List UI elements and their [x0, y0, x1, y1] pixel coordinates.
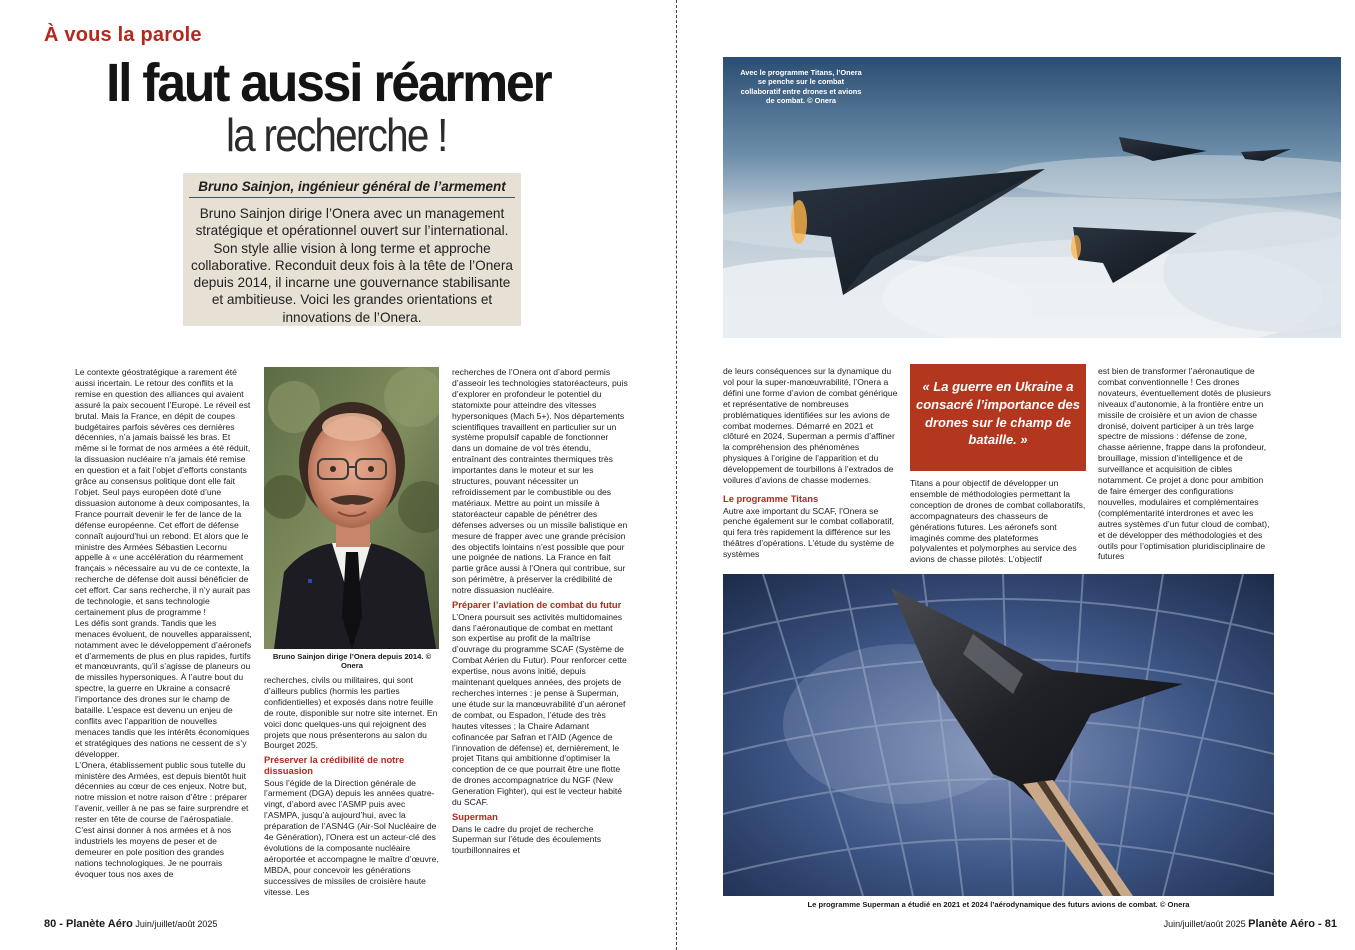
section-rubric: À vous la parole: [44, 24, 202, 46]
section-subheading: Préserver la crédibilité de notre dissuasion: [264, 754, 405, 776]
article-column-3: [452, 367, 628, 912]
paragraph: Sous l’égide de la Direction générale de l’armement (DGA) depuis les années quatre-vingt, d’abord avec l’ASMP puis avec l’ASMPA, jusqu’à aujourd’hui, avec la préparation de l’ASN4G (Air-Sol Nucléaire de 4e Génération), l’Onera est un acteur-clé des évolutions de la composante nucléaire aéroportée et accompagne le maître d’œuvre, MBDA, pour concevoir les générations successives de missiles de croisière haute vitesse. Les: [264, 777, 439, 897]
photo-caption: Bruno Sainjon dirige l’Onera depuis 2014. © Onera: [272, 652, 432, 670]
issue-date: Juin/juillet/août 2025: [135, 919, 218, 929]
portrait-photo: [264, 367, 439, 649]
page-number: 80 -: [44, 918, 67, 930]
paragraph: Dans le cadre du projet de recherche Superman sur l’étude des écoulements tourbillonnaires et: [452, 823, 602, 856]
bottom-image-caption: Le programme Superman a étudié en 2021 et 2024 l’aérodynamique des futurs avions de combat. © Onera: [807, 900, 1190, 909]
intro-box: [183, 173, 521, 326]
pull-quote-box: [910, 364, 1086, 471]
right-column-3: [1098, 366, 1274, 566]
paragraph: recherches, civils ou militaires, qui sont d’ailleurs publics (hormis les parties confidentielles) et exposés dans notre feuille de route, disponible sur notre site internet. En voici donc quelques-uns qui rejoignent des projets que nous présenterons au salon du Bourget 2025.: [264, 675, 438, 751]
top-image-caption: Avec le programme Titans, l’Onera se penche sur le combat collaboratif entre drones et avions de combat. © Onera: [740, 68, 862, 106]
issue-date: Juin/juillet/août 2025: [1163, 919, 1249, 929]
paragraph: Titans a pour objectif de développer un ensemble de méthodologies permettant la conception de drones de combat collaboratifs, accompagnateurs des chasseurs de générations futures. Les aéronefs sont imaginés comme des plateformes polyvalentes et polymorphes au service des avions de chasse pilotés. L’objectif: [910, 478, 1086, 565]
paragraph: est bien de transformer l’aéronautique de combat conventionnelle ! Ces drones novateurs, éventuellement dotés de plusieurs niveaux d’autonomie, à la frontière entre un missile de croisière et un avion de chasse dronisé, doivent participer à un très large spectre de missions : défense de zone, chasse aérienne, frappe dans la profondeur, brouillage, mission d’intelligence et de surveillance et acquisition de cibles notamment. Ce projet a donc pour ambition de faire émerger des configurations nouvelles, modulaires et complémentaires (complémentarité interdrones et avec les autres systèmes d’un futur cloud de combat), et de développer des méthodologies et des outils pour l’optimisation pluridisciplinaire de futures: [1098, 366, 1271, 562]
section-subheading: Le programme Titans: [723, 492, 819, 504]
superman-model-image: [723, 574, 1274, 896]
pull-quote: « La guerre en Ukraine a consacré l’importance des drones sur le champ de bataille. »: [916, 379, 1081, 448]
folio-right: [1164, 918, 1337, 930]
magazine-name: Planète Aéro: [1248, 918, 1315, 930]
right-column-1: [723, 366, 899, 566]
headline-line-1: Il faut aussi réarmer: [106, 53, 551, 113]
right-column-2: [910, 478, 1086, 568]
portrait-image: [264, 367, 439, 649]
paragraph: de leurs conséquences sur la dynamique du vol pour la super-manœuvrabilité, l’Onera a défini une forme d’avion de combat générique et représentative de nombreuses problématiques identifiées sur les avions de combat modernes. Démarré en 2021 et clôturé en 2024, Superman a permis d’affiner la compréhension des phénomènes physiques à l’origine de l’apparition et du développement de tourbillons à l’extrados de voilures d’avions de chasse modernes.: [723, 366, 898, 486]
article-column-2: [264, 675, 440, 912]
paragraph: L’Onera poursuit ses activités multidomaines dans l’aéronautique de combat en mettant son expertise au profit de la maîtrise d’ouvrage du programme SCAF (Système de Combat Aérien du Futur). Pour renforcer cette expertise, nous avons initié, depuis maintenant quelques années, des projets de recherches internes : je pense à Superman, une étude sur la manœuvrabilité d’un aéronef de combat, ou Espadon, l’étude des très hautes vitesses ; la Chaire Adamant cofinancée par Safran et l’AID (Agence de l’innovation de défense) et, dernièrement, le projet Titans qui ambitionne d’optimiser la conception de ce que pourrait être une flotte de drones accompagnatrice du NGF (New Generation Fighter), qui est le vecteur habité du SCAF.: [452, 611, 627, 808]
left-page: [0, 0, 677, 950]
page-number: - 81: [1314, 918, 1337, 930]
paragraph: recherches de l’Onera ont d’abord permis d’asseoir les technologies statoréacteurs, puis d’explorer en profondeur le potentiel du statomixte pour atteindre des vitesses hypersoniques (Mach 5+). Nos départements scientifiques travaillent en particulier sur un système propulsif capable de fonctionner dans un domaine de vol très étendu, entraînant des contraintes thermiques très importantes dans le moteur et sur les structures, pouvant nécessiter un refroidissement par le combustible ou des matériaux. Mettre au point un missile à statoréacteur capable de pénétrer des défenses adverses ou un missile balistique en mesure de frapper avec une grande précision des objectifs lointains n’est possible que pour une poignée de nations. La France en fait partie grâce aussi à l’Onera qui contribue, sur son périmètre, à préserver la crédibilité de notre dissuasion nucléaire.: [452, 367, 628, 596]
paragraph: Autre axe important du SCAF, l’Onera se penche également sur le combat collaboratif, qui fera très rapidement la différence sur les théâtres d’opérations. L’étude du système de systèmes: [723, 505, 895, 560]
magazine-name: Planète Aéro: [66, 918, 133, 930]
headline-line-2: la recherche !: [226, 109, 447, 161]
paragraph: Les défis sont grands. Tandis que les menaces évoluent, de nouvelles apparaissent, notamment avec le développement d’aéronefs et d’armements de plus en plus rapides, furtifs et manœuvrants, qu’il s’agisse de planeurs ou de missiles hypersoniques. À l’autre bout du spectre, la guerre en Ukraine a consacré l’importance des drones sur le champ de bataille. L’espace est devenu un enjeu de conflits avec l’apparition de nouvelles menaces tandis que les intérêts économiques et stratégiques des nations ne cessent de s’y développer.: [75, 617, 252, 759]
section-subheading: Superman: [452, 810, 498, 822]
folio-left: [44, 918, 217, 930]
article-column-1: [75, 367, 253, 912]
intro-byline: Bruno Sainjon, ingénieur général de l’armement: [189, 179, 515, 198]
intro-text: Bruno Sainjon dirige l’Onera avec un management stratégique et opérationnel ouvert sur l’international. Son style allie vision à long terme et approche collaborative. Reconduit deux fois à la tête de l’Onera depuis 2014, il incarne une gouvernance stabilisante et ambitieuse. Voici les grandes orientations et innovations de l’Onera.: [191, 206, 513, 325]
paragraph: L’Onera, établissement public sous tutelle du ministère des Armées, est depuis bientôt huit décennies au cœur de ces enjeux. Notre but, notre mission et notre raison d’être : préparer l’avenir, veiller à ne pas se faire surprendre et rester en tête de course de l’aérospatiale. C’est ainsi donner à nos armées et à nos industriels les moyens de peser et de demeurer en pole position des grandes nations technologiques. Je ne pourrais évoquer tous nos axes de: [75, 759, 249, 879]
wind-tunnel-model-picture: [723, 574, 1274, 896]
paragraph: Le contexte géostratégique a rarement été aussi incertain. Le retour des conflits et la remise en question des alliances qui avaient assuré la paix secouent l’Europe. Le réveil est brutal. Mais la France, en dépit de coupes budgétaires parfois sévères ces dernières décennies, n’a jamais baissé les bras. Et même si le format de nos armées a été réduit, la dissuasion nucléaire n’a jamais été remise en question et a fait l’objet d’efforts constants grâce au consensus politique dont elle fait l’objet. Seul pays européen doté d’une dissuasion autonome à deux composantes, la France pourrait devenir le fer de lance de la défense européenne. Cet effort de défense connaît aujourd’hui un rebond. Et alors que le ministre des Armées Sébastien Lecornu appelle à « une accélération du réarmement français » nécessaire au vu de ce contexte, la recherche de défense doit aussi bénéficier de cet effort. Car sans recherche, il n’y aurait pas de technologie, et sans technologie certainement plus de programme !: [75, 367, 251, 617]
section-subheading: Préparer l’aviation de combat du futur: [452, 599, 622, 611]
page-spine: [676, 0, 677, 950]
